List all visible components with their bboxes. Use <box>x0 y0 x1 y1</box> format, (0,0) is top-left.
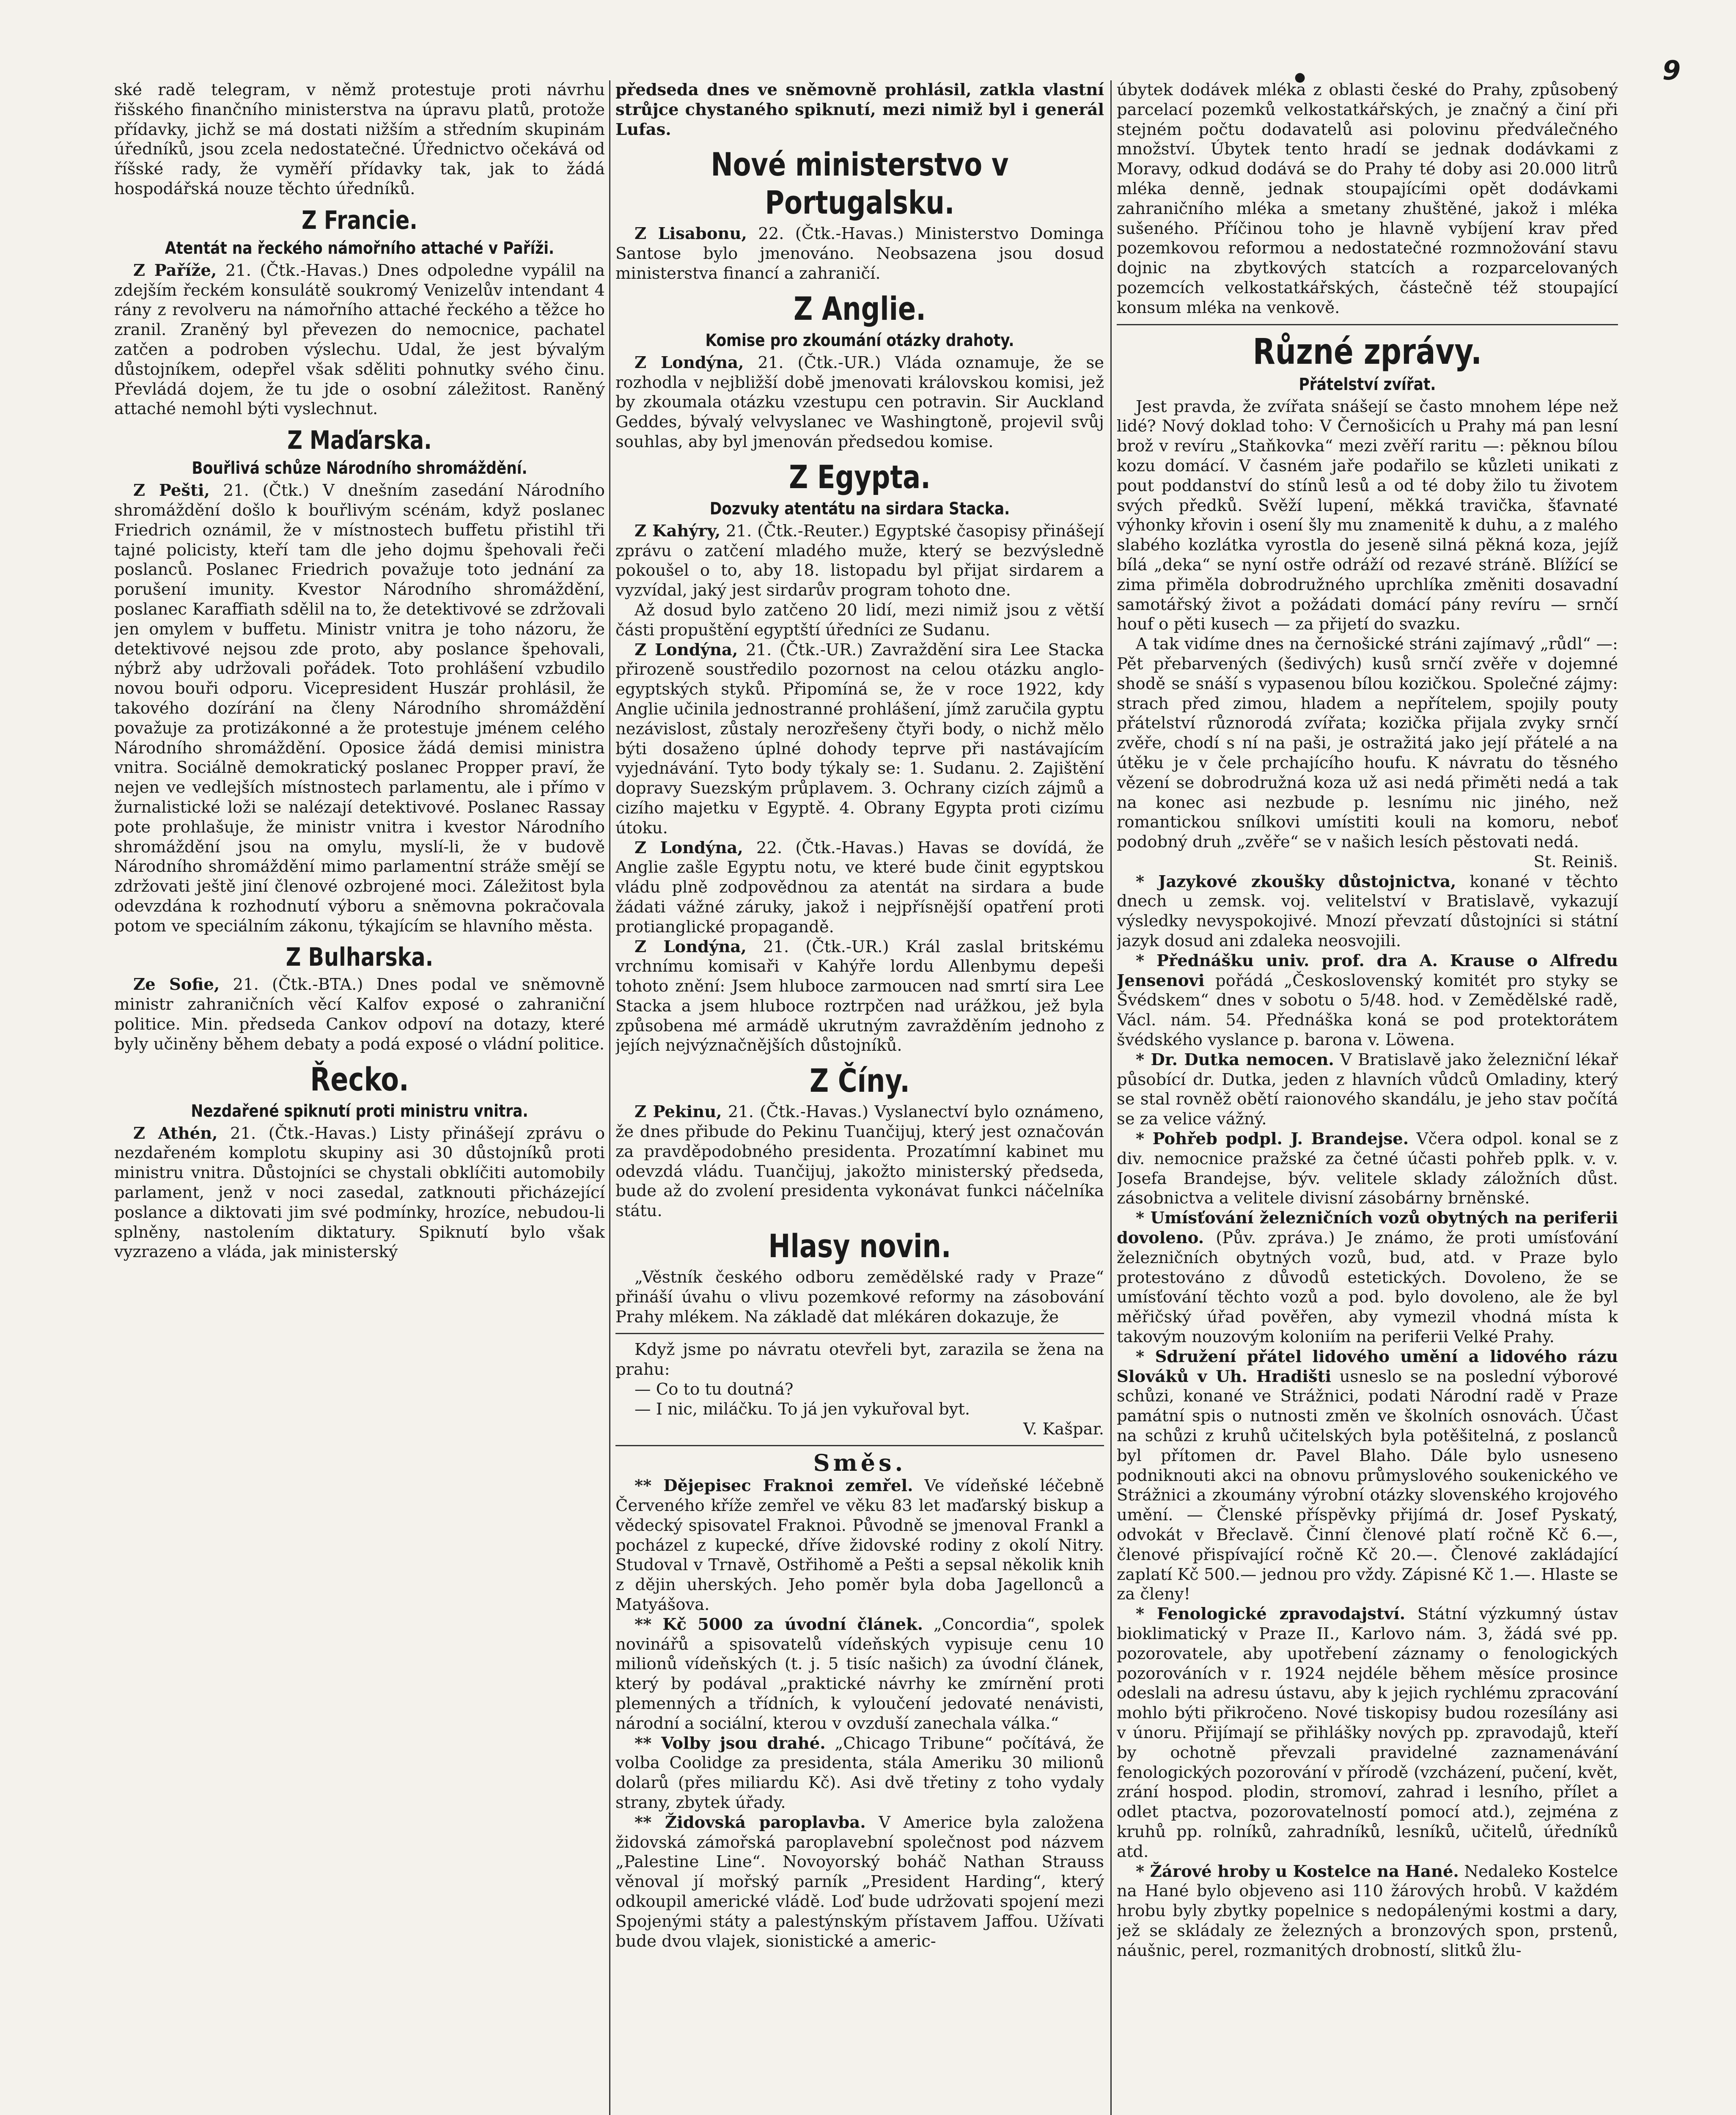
news-item-title: * Pohřeb podpl. J. Brandejse. <box>1136 1129 1409 1149</box>
article-paragraph: Z Pekinu, 21. (Čtk.-Havas.) Vyslanectví bylo oznámeno, že dnes přibude do Pekinu Tuančijuj, který jest označován za pravděpodobného presidenta. Prozatímní kabinet mu odevzdá vládu. Tuančijuj, jakožto ministerský předseda, bude až do zvolení presidenta vykonávat funkci náčelníka státu. <box>615 1102 1104 1221</box>
article-paragraph: Z Londýna, 22. (Čtk.-Havas.) Havas se dovídá, že Anglie zašle Egyptu notu, ve které bude činit egyptskou vládu plně zodpovědnou za atentát na sirdara a bude žádati vážné záruky, jakož i nejpřísnější opatření proti protianglické propagandě. <box>615 838 1104 937</box>
article-paragraph: Ze Sofie, 21. (Čtk.-BTA.) Dnes podal ve sněmovně ministr zahraničních věcí Kalfov exposé o zahraniční politice. Min. předseda Cankov odpoví na dotazy, které byly učiněny během debaty a podá exposé o vládní politice. <box>114 975 605 1054</box>
dateline: Z Paříže, <box>133 261 217 280</box>
news-items <box>1117 872 1618 1961</box>
smes-items <box>615 1476 1104 1951</box>
news-item-title: ** Dějepisec Fraknoi zemřel. <box>635 1476 913 1496</box>
page-number: 9 <box>1662 55 1681 86</box>
poem-line: Když jsme po návratu otevřeli byt, zarazila se žena na prahu: <box>615 1340 1104 1379</box>
news-item-title: ** Kč 5000 za úvodní článek. <box>635 1615 923 1634</box>
article-subheading: Přátelství zvířat. <box>1299 374 1436 394</box>
news-item: * Jazykové zkoušky důstojnictva, konané v těchto dnech u zemsk. voj. velitelství v Bratislavě, vykazují výsledky nevyspokojivé. Mnozí převzatí důstojníci si státní jazyk dosud ani zdaleka neosvojili. <box>1117 872 1618 951</box>
signature: St. Reiniš. <box>1533 852 1618 871</box>
dateline: Ze Sofie, <box>133 975 220 994</box>
article-paragraph: „Věstník českého odboru zemědělské rady v Praze“ přináší úvahu o vlivu pozemkové reformy na zásobování Prahy mlékem. Na základě dat mlékáren dokazuje, že <box>615 1268 1104 1327</box>
section-heading: Z Egypta. <box>789 458 931 496</box>
article-subheading: Atentát na řeckého námořního attaché v Paříži. <box>165 238 555 258</box>
poem <box>615 1340 1104 1419</box>
dateline: Z Londýna, <box>635 640 738 659</box>
section-heading: Z Číny. <box>810 1062 910 1100</box>
news-item-title: ** Židovská paroplavba. <box>635 1813 866 1832</box>
news-item-title: * Dr. Dutka nemocen. <box>1136 1050 1334 1069</box>
news-item-title: * Umísťování železničních vozů obytných na periferii dovoleno. <box>1117 1209 1618 1248</box>
poem-line: — Co to tu doutná? <box>635 1380 794 1399</box>
column-rule <box>1110 80 1112 2115</box>
dateline: Z Londýna, <box>635 937 747 956</box>
dateline: Z Pekinu, <box>635 1102 722 1122</box>
article-subheading: Dozvuky atentátu na sirdara Stacka. <box>709 499 1010 519</box>
article-paragraph: Z Paříže, 21. (Čtk.-Havas.) Dnes odpoledne vypálil na zdejším řeckém konsulátě soukromý Venizelův intendant 4 rány z revolveru na námořního attaché řeckého a těžce ho zranil. Zraněný byl převezen do nemocnice, pachatel zatčen a podroben výslechu. Udal, že jest bývalým důstojníkem, odepřel však sděliti pohnutky svého činu. Převládá dojem, že tu jde o osobní záležitost. Raněný attaché nemohl býti vyslechnut. <box>114 261 605 419</box>
section-heading: Různé zprávy. <box>1253 330 1482 372</box>
section-rule <box>615 1333 1104 1334</box>
news-item: * Umísťování železničních vozů obytných na periferii dovoleno. (Pův. zpráva.) Je známo, že proti umísťování železničních obytných vozů, bud, atd. v Praze bylo protestováno z důvodů estetických. Dovoleno, že se umísťování těchto vozů a pod. bylo dovoleno, ale že byl měřičský úřad pověřen, aby vymezil vhodná místa k takovým nouzovým koloniím na periferii Velké Prahy. <box>1117 1209 1618 1347</box>
dateline: Z Londýna, <box>635 838 743 857</box>
section-heading: Z Bulharska. <box>286 942 434 972</box>
section-heading: Z Anglie. <box>794 289 926 327</box>
article-continuation: úbytek dodávek mléka z oblasti české do Prahy, způsobený parcelací pozemků velkostatkářských, je značný a činí při stejném počtu dodavatelů asi polovinu předválečného množství. Úbytek tento hradí se jednak dodávkami z Moravy, odkud dodává se do Prahy té doby asi 20.000 litrů mléka denně, jednak stoupajícími opět dodávkami zahraničního mléka a smetany zhuštěné, jakož i mléka sušeného. Příčinou toho je hlavně vybíjení krav před pozemkovou reformou a nedostatečné rozmnožování stavu dojnic na zbytkových statcích a rozparcelovaných pozemcích velkostatkářských, částečně též stoupající konsum mléka na venkově. <box>1117 80 1618 317</box>
dateline: Z Pešti, <box>133 481 210 500</box>
news-item: * Dr. Dutka nemocen. V Bratislavě jako železniční lékař působící dr. Dutka, jeden z hlavních vůdců Omladiny, který se stal rovněž obětí raionového skandálu, je jeho stav počítá se za velice vážný. <box>1117 1050 1618 1129</box>
article-subheading: Komise pro zkoumání otázky drahoty. <box>705 330 1014 350</box>
dateline: Z Londýna, <box>635 353 744 372</box>
ruzne-paragraphs <box>1117 397 1618 852</box>
news-item: ** Kč 5000 za úvodní článek. „Concordia“, spolek novinářů a spisovatelů vídeňských vypisuje cenu 10 milionů vídeňských (t. j. 5 tisíc našich) za úvodní článek, který by podával „praktické návrhy ke zmírnění proti plemenných a třídních, k vyloučení jedovaté nenávisti, národní a sociální, kterou v ovzduší zanechala válka.“ <box>615 1615 1104 1733</box>
article-paragraph: Jest pravda, že zvířata snášejí se často mnohem lépe než lidé? Nový doklad toho: V Černošicích u Prahy má pan lesní brož v revíru „Staňkovka“ mezi zvěří raritu —: pěknou bílou kozu domácí. V časném jaře podařilo se kůzleti unikati z pout poddanství do stínů lesů a od té doby žilo tu životem svých předků. Svěží lupení, měkká travička, šťavnaté výhonky křovin i osení šly mu znamenitě k duhu, a z malého slabého kozlátka vyrostla do jeseně silná pěkná koza, jejíž bílá „deka“ se nyní ostře odráží od rezavé stráně. Blížící se zima přiměla dobrodružného uprchlíka změniti dosavadní samotářský život a požádati domácí pány revíru — srnčí houf o pěti kusech — za přijetí do svazku. <box>1117 397 1618 634</box>
news-item-title: * Sdružení přátel lidového umění a lidového rázu Slováků v Uh. Hradišti <box>1117 1347 1618 1386</box>
news-item: ** Dějepisec Fraknoi zemřel. Ve vídeňské léčebně Červeného kříže zemřel ve věku 83 let maďarský biskup a vědecký spisovatel Fraknoi. Původně se jmenoval Frankl a pocházel z kupecké, dříve židovské rodiny z okolí Nitry. Studoval v Trnavě, Ostřihomě a Pešti a sepsal několik knih z dějin uherských. Jeho poměr byla doba Jagellonců a Matyášova. <box>615 1476 1104 1615</box>
article-paragraph: Z Londýna, 21. (Čtk.-UR.) Král zaslal britskému vrchnímu komisaři v Kahýře lordu Allenbymu depeši tohoto znění: Jsem hluboce zarmoucen nad smrtí sira Lee Stacka a jsem hluboce roztrpčen nad urážkou, jež byla způsobena mé armádě ukrutným zavražděním jednoho z jejích nejvýznačnějších důstojníků. <box>615 937 1104 1055</box>
article-paragraph: Z Londýna, 21. (Čtk.-UR.) Zavraždění sira Lee Stacka přirozeně soustředilo pozornost na celou otázku anglo-egyptských styků. Připomíná se, že v roce 1922, kdy Anglie učinila jednostranné prohlášení, jímž zaručila gyptu nezávislost, zůstaly nerozřešeny čtyři body, o nichž mělo býti dosaženo úplné dohody teprve při nastávajícím vyjednávání. Tyto body týkaly se: 1. Sudanu. 2. Zajištění dopravy Suezským průplavem. 3. Ochrany cizích zájmů a cizího majetku v Egyptě. 4. Obrany Egypta proti cizímu útoku. <box>615 640 1104 838</box>
news-item-title: * Přednášku univ. prof. dra A. Krause o Alfredu Jensenovi <box>1117 951 1618 990</box>
news-item-title: * Fenologické zpravodajství. <box>1136 1604 1406 1624</box>
poem-line: — I nic, miláčku. To já jen vykuřoval byt. <box>635 1399 970 1419</box>
news-item: * Sdružení přátel lidového umění a lidového rázu Slováků v Uh. Hradišti usneslo se na poslední výborové schůzi, konané ve Strážnici, podati Národní radě v Praze památní spis o nutnosti změn ve školních osnovách. Účast na schůzi z kruhů učitelských byla potěšitelná, z poslanců byl přítomen dr. Pavel Blaho. Dále bylo usneseno podniknouti akci na obnovu průmyslového soukenického ve Strážnici a zkoumány výrobní otázky slovenského krojového umění. — Členské příspěvky přijímá dr. Josef Pyskatý, odvokát v Břeclavě. Činní členové platí ročně Kč 6.—, členové přispívající ročně Kč 20.—. Členové zakládající zaplatí Kč 500.— jednou pro vždy. Zápisné Kč 1.—. Hlaste se za členy! <box>1117 1347 1618 1604</box>
news-item: ** Volby jsou drahé. „Chicago Tribune“ počítává, že volba Coolidge za presidenta, stála Ameriku 30 milionů dolarů (přes miliardu Kč). Asi dvě třetiny z toho vydaly strany, zbytek úřady. <box>615 1733 1104 1812</box>
news-item-title: * Jazykové zkoušky důstojnictva, <box>1136 872 1456 891</box>
section-heading: Hlasy novin. <box>768 1227 951 1265</box>
news-item: * Fenologické zpravodajství. Státní výzkumný ústav bioklimatický v Praze II., Karlovo nám. 3, žádá své pp. pozorovatele, aby upotřebení záznamy o fenologických pozorováních v r. 1924 nejdéle během měsíce prosince odeslali na adresu ústavu, aby k jejich rychlému zpracování mohlo býti přikročeno. Nové tiskopisy budou rozesílány asi v únoru. Přijímají se přihlášky nových pp. zpravodajů, kteří by ochotně převzali pravidelné zaznamenávání fenologických pozorování v přírodě (vzcházení, pučení, květ, zrání hospod. plodin, stromoví, zahrad i lesního, přílet a odlet ptactva, pozorovatelností pomocí atd.), zejména z kruhů pp. rolníků, zahradníků, lesníků, učitelů, úředníků atd. <box>1117 1604 1618 1861</box>
news-item-title: * Žárové hroby u Kostelce na Hané. <box>1136 1862 1459 1881</box>
section-rule <box>1117 324 1618 325</box>
news-item-title: ** Volby jsou drahé. <box>635 1733 826 1753</box>
dateline: Z Lisabonu, <box>635 224 747 244</box>
column-1 <box>114 80 605 2115</box>
news-item: * Pohřeb podpl. J. Brandejse. Včera odpol. konal se z div. nemocnice pražské za četné účasti pohřeb pplk. v. v. Josefa Brandejse, býv. velitele sklady záložních důst. zásobnictva a velitele divisní zásobárny brněnské. <box>1117 1129 1618 1208</box>
column-2 <box>615 80 1104 2115</box>
section-heading: Z Francie. <box>302 205 418 235</box>
section-heading: Nové ministerstvo v Portugalsku. <box>711 146 1009 222</box>
article-paragraph: Z Pešti, 21. (Čtk.) V dnešním zasedání Národního shromáždění došlo k bouřlivým scénám, když poslanec Friedrich oznámil, že v místnostech buffetu přistihl tři tajné policisty, kteří tam dle jeho dojmu špehovali řeči poslanců. Poslanec Friedrich považuje toto jednání za porušení imunity. Kvestor Národního shromáždění, poslanec Karaffiath sdělil na to, že detektivové se zdržovali jen omylem v buffetu. Ministr vnitra je toho názoru, že detektivové nejsou zde proto, aby poslance špehovali, nýbrž aby udržovali pořádek. Toto prohlášení vzbudilo novou bouři odporu. Vicepresident Huszár prohlásil, že takového dozírání na členy Národního shromáždění považuje za protizákonné a že protestuje jménem celého Národního shromáždění. Oposice žádá demisi ministra vnitra. Sociálně demokratický poslanec Propper praví, že nejen ve vedlejších místnostech parlamentu, ale i přímo v žurnalistické loži se nalézají detektivové. Poslanec Rassay pote prohlašuje, že ministr vnitra i kvestor Národního shromáždění jsou na omylu, myslí-li, že v budově Národního shromáždění mimo parlamentní stráže smějí se zdržovati ještě jiní členové ozbrojené moci. Záležitost byla odevzdána k rozhodnutí výboru a sněmovna pokračovala potom ve speciálním zákonu, týkajícím se hlavního města. <box>114 481 605 936</box>
dateline: Z Kahýry, <box>635 521 721 541</box>
news-item: * Žárové hroby u Kostelce na Hané. Nedaleko Kostelce na Hané bylo objeveno asi 110 žárových hrobů. V každém hrobu byly zbytky popelnice s nedopálenými kostmi a dary, jež se skládaly ze železných a bronzových spon, prstenů, náušnic, perel, rozmanitých drobností, slitků žlu- <box>1117 1862 1618 1960</box>
article-continuation: předseda dnes ve sněmovně prohlásil, zatkla vlastní strůjce chystaného spiknutí, mezi nimiž byl i generál Lufas. <box>615 80 1104 139</box>
egypt-paragraphs <box>615 522 1104 1056</box>
article-subheading: Nezdařené spiknutí proti ministru vnitra. <box>191 1101 528 1121</box>
article-continuation: ské radě telegram, v němž protestuje proti návrhu řišského finančního ministerstva na úpravu platů, protože přídavky, jichž se má dostati nižším a středním skupinám úředníků, jsou zcela nedostatečné. Úřednictvo očekává od říšské rady, že vyměří přídavky tak, jak to žádá hospodářská nouze těchto úředníků. <box>114 80 605 198</box>
article-paragraph: Z Lisabonu, 22. (Čtk.-Havas.) Ministerstvo Dominga Santose bylo jmenováno. Neobsazena jsou dosud ministerstva financí a zahraničí. <box>615 224 1104 283</box>
margin-mark: ● <box>1294 70 1306 85</box>
article-paragraph: A tak vidíme dnes na černošické stráni zajímavý „růdl“ —: Pět přebarvených (šedivých) kusů srnčí zvěře v dojemné shodě se snáší s vypasenou bílou kozičkou. Společné zájmy: strach před zimou, hladem a nepřítelem, spojily pouty přátelství různorodá zvířata; kozička přijala zvyky srnčí zvěře, chodí s ní na paši, je ostražitá jako její přátelé a na útěku je v čele prchajícího houfu. K návratu do těsného vězení se dobrodružná koza už asi nedá přiměti nedá a tak na konec asi nezbude p. lesnímu nic jiného, než romantickou snílkovi umístiti kouli na komoru, neboť podobný druh „zvěře“ se v našich lesích pěstovati nedá. <box>1117 634 1618 852</box>
column-rule <box>609 80 610 2115</box>
article-paragraph: Z Kahýry, 21. (Čtk.-Reuter.) Egyptské časopisy přinášejí zprávu o zatčení mladého muže, který se bezvýsledně pokoušel o to, aby 18. listopadu byl přijat sirdarem a vyzvídal, jaký jest sirdarův program tohoto dne. <box>615 521 1104 600</box>
section-heading: Řecko. <box>310 1060 409 1098</box>
section-rule <box>615 1445 1104 1446</box>
article-subheading: Bouřlivá schůze Národního shromáždění. <box>192 459 527 478</box>
section-heading: Směs. <box>813 1449 906 1477</box>
section-heading: Z Maďarska. <box>287 426 432 456</box>
article-paragraph: Z Athén, 21. (Čtk.-Havas.) Listy přinášejí zprávu o nezdařeném komplotu skupiny asi 30 důstojníků proti ministru vnitra. Důstojníci se chystali obklíčiti automobily parlament, jenž v noci zasedal, zatknouti přicházející poslance a diktovati jim své podmínky, hrozíce, nebudou-li splněny, nastolením diktatury. Spiknutí bylo však vyzrazeno a vláda, jak ministerský <box>114 1123 605 1262</box>
news-item: * Přednášku univ. prof. dra A. Krause o Alfredu Jensenovi pořádá „Československý komitét pro styky se Švédskem“ dnes v sobotu o 5/48. hod. v Zemědělské radě, Václ. nám. 54. Přednáška koná se pod protektorátem švédského vyslance p. barona v. Löwena. <box>1117 951 1618 1050</box>
dateline: Z Athén, <box>133 1123 218 1143</box>
news-item: ** Židovská paroplavba. V Americe byla založena židovská zámořská paroplavební společnost pod názvem „Palestine Line“. Novoyorský boháč Nathan Strauss věnoval jí mořský parník „President Harding“, který odkoupil americké vládě. Loď bude udržovati spojení mezi Spojenými státy a palestýnským přístavem Jaffou. Užívati bude dvou vlajek, sionistické a americ- <box>615 1813 1104 1951</box>
signature: V. Kašpar. <box>1023 1419 1104 1439</box>
column-3 <box>1117 80 1618 2115</box>
article-paragraph: Až dosud bylo zatčeno 20 lidí, mezi nimiž jsou z větší části propuštění egyptští úředníci ze Sudanu. <box>615 600 1104 640</box>
article-paragraph: Z Londýna, 21. (Čtk.-UR.) Vláda oznamuje, že se rozhodla v nejbližší době jmenovati královskou komisi, jež by zkoumala otázku vzestupu cen potravin. Sir Auckland Geddes, bývalý velvyslanec ve Washingtoně, projevil svůj souhlas, aby byl jmenován předsedou komise. <box>615 353 1104 451</box>
